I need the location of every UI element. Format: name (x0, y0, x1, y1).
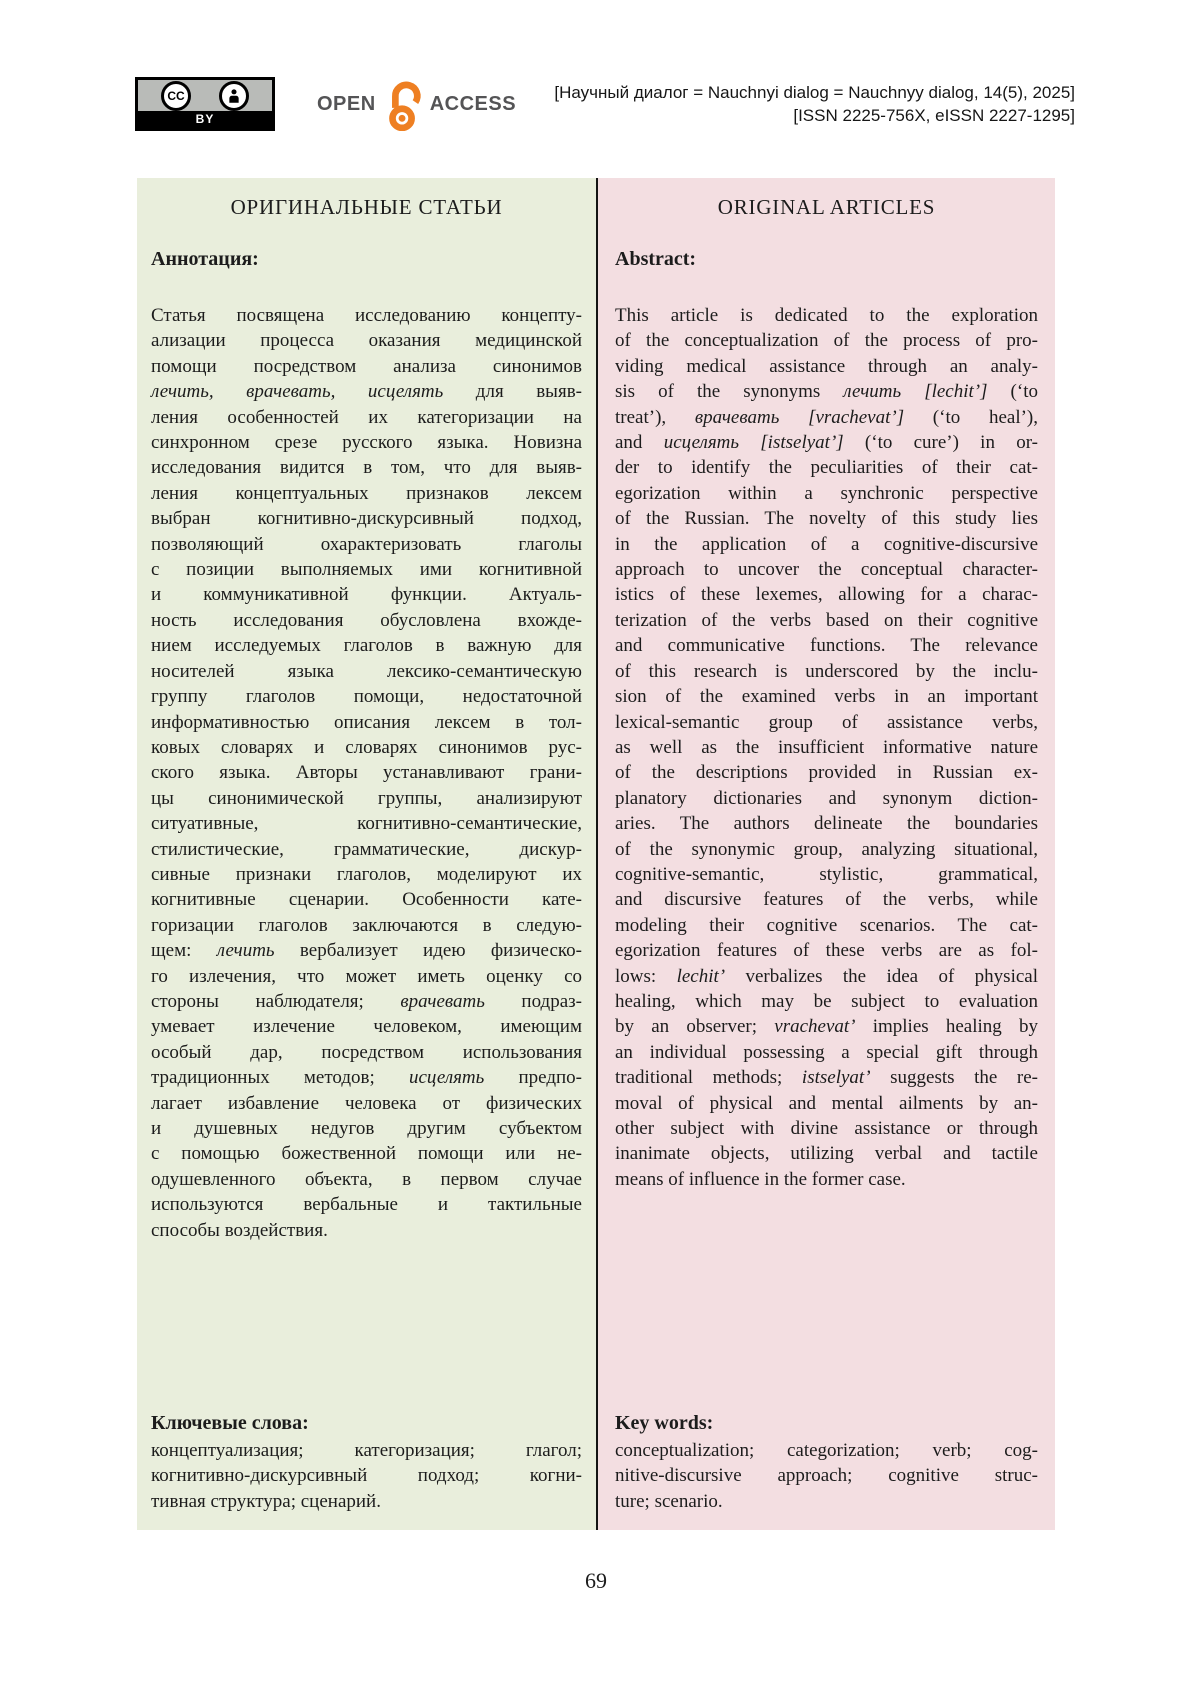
russian-column (137, 178, 596, 1530)
keywords-text-english: conceptualization; categorization; verb; cog- nitive-discursive approach; cognitive struc- ture; scenario. (615, 1439, 1038, 1512)
attribution-person-icon (219, 81, 249, 111)
open-access-access-label: ACCESS (429, 92, 517, 115)
abstract-label-english: Abstract: (615, 248, 697, 270)
cc-badge-icons (138, 80, 272, 111)
abstract-text-russian: Статья посвящена исследованию концепту- ализации процесса оказания медицинской помощи посредством анализа синонимов лечить, врачевать, исцелять для выяв- ления особенностей их категоризации на синхронном срезе русского языка. Новизна исследования видится в том, что для выяв- ления концептуальных признаков лексем выбран когнитивно-дискурсивный подход, позволяющий охарактеризовать глаголы с позиции выполняемых ими когнитивной и коммуникативной функции. Актуаль- ность исследования обусловлена вхожде- нием исследуемых глаголов в важную для носителей языка лексико-семантическую группу глаголов помощи, недостаточной информативностью описания лексем в тол- ковых словарях и словарях синонимов рус- ского языка. Авторы устанавливают грани- цы синонимической группы, анализируют ситуативные, когнитивно-семантические, стилистические, грамматические, дискур- сивные признаки глаголов, моделируют их когнитивные сценарии. Особенности кате- горизации глаголов заключаются в следую- щем: лечить вербализует идею физическо- го излечения, что может иметь оценку со стороны наблюдателя; врачевать подраз- умевает излечение человеком, имеющим особый дар, посредством использования традиционных методов; исцелять предпо- лагает избавление человека от физических и душевных недугов другим субъектом с помощью божественной помощи или не- одушевленного объекта, в первом случае используются вербальные и тактильные способы воздействия. (151, 305, 582, 1241)
english-column (598, 178, 1055, 1530)
cc-icon: CC (161, 81, 191, 111)
page-header (135, 76, 1075, 132)
cc-by-license-badge (135, 77, 275, 131)
section-header-russian: ОРИГИНАЛЬНЫЕ СТАТЬИ (230, 195, 503, 219)
keywords-label-russian: Ключевые слова: (151, 1411, 309, 1434)
open-access-logo (317, 77, 516, 131)
keywords-label-english: Key words: (615, 1411, 714, 1434)
page-number: 69 (585, 1568, 607, 1593)
bilingual-abstract-block (137, 178, 1055, 1530)
journal-issn-line: [ISSN 2225-756X, eISSN 2227-1295] (793, 106, 1075, 125)
keywords-section-russian (151, 1410, 582, 1514)
section-header-english: ORIGINAL ARTICLES (717, 195, 936, 219)
open-access-open-label: OPEN (317, 92, 376, 115)
keywords-text-russian: концептуализация; категоризация; глагол; когнитивно-дискурсивный подход; когни- тивная структура; сценарий. (151, 1439, 582, 1512)
abstract-label-russian: Аннотация: (151, 248, 259, 270)
abstract-text-english: This article is dedicated to the exploration of the conceptualization of the process of pro- viding medical assistance through an analy- sis of the synonyms лечить [lechit’] (‘to treat’), врачевать [vrachevat’] (‘to heal’), and исцелять [istselyat’] (‘to cure’) in or- der to identify the peculiarities of their cat- egorization within a synchronic perspective of the Russian. The novelty of this study lies in the application of a cognitive-discursive approach to uncover the conceptual character- istics of these lexemes, allowing for a charac- terization of the verbs based on their cognitive and communicative functions. The relevance of this research is underscored by the inclu- sion of the examined verbs in an important lexical-semantic group of assistance verbs, as well as the insufficient informative nature of the descriptions provided in Russian ex- planatory dictionaries and synonym diction- aries. The authors delineate the boundaries of the synonymic group, analyzing situational, cognitive-semantic, stylistic, grammatical, and discursive features of the verbs, while modeling their cognitive scenarios. The cat- egorization features of these verbs are as fol- lows: lechit’ verbalizes the idea of physical healing, which may be subject to evaluation by an observer; vrachevat’ implies healing by an individual possessing a special gift through traditional methods; istselyat’ suggests the re- moval of physical and mental ailments by an- other subject with divine assistance or through inanimate objects, utilizing verbal and tactile means of influence in the former case. (615, 305, 1039, 1190)
keywords-section-english (615, 1410, 1038, 1514)
journal-title-line: [Научный диалог = Nauchnyi dialog = Nauchnyy dialog, 14(5), 2025] (554, 83, 1075, 102)
open-padlock-icon (382, 77, 424, 131)
journal-info (554, 81, 1075, 127)
cc-by-label: BY (138, 111, 272, 128)
